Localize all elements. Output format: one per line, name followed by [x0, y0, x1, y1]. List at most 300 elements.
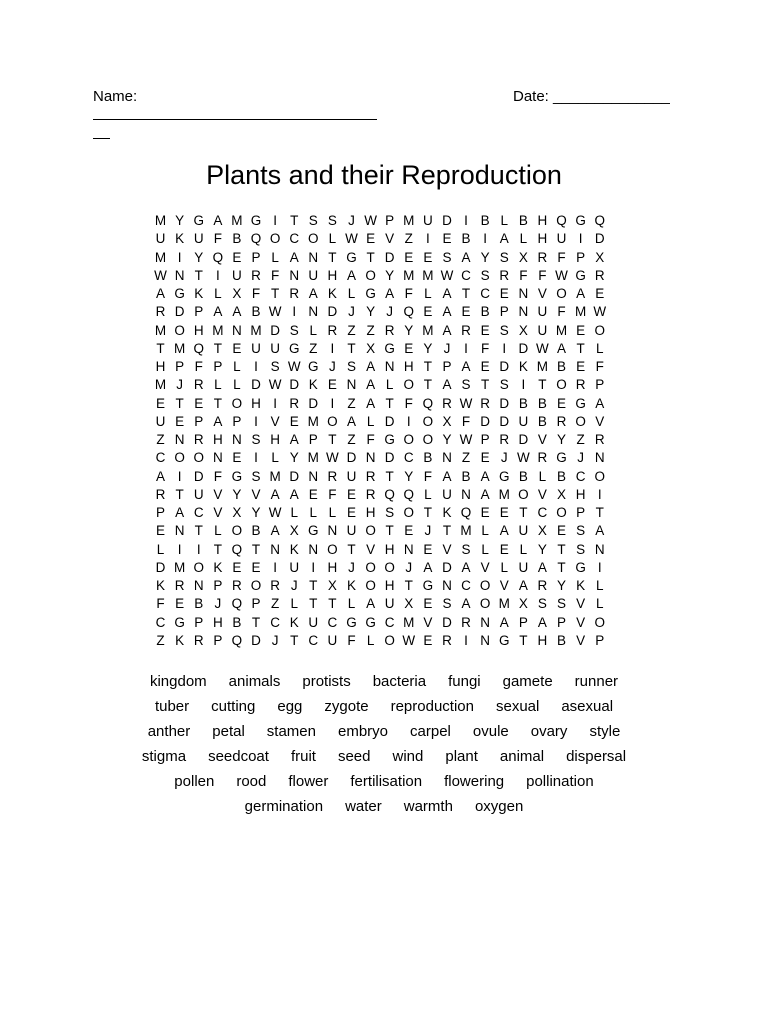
- grid-letter[interactable]: T: [213, 395, 222, 411]
- grid-letter[interactable]: Q: [212, 249, 224, 265]
- grid-letter[interactable]: V: [213, 505, 223, 520]
- grid-letter[interactable]: B: [461, 231, 471, 247]
- grid-letter[interactable]: N: [403, 541, 414, 557]
- grid-letter[interactable]: J: [443, 340, 451, 356]
- grid-letter[interactable]: L: [156, 541, 165, 557]
- grid-letter[interactable]: E: [404, 249, 414, 265]
- grid-letter[interactable]: T: [442, 523, 452, 539]
- grid-letter[interactable]: E: [289, 413, 299, 429]
- grid-letter[interactable]: T: [576, 340, 585, 356]
- grid-letter[interactable]: X: [595, 249, 605, 265]
- grid-letter[interactable]: M: [307, 450, 319, 466]
- grid-letter[interactable]: I: [177, 468, 182, 484]
- grid-letter[interactable]: M: [250, 322, 262, 338]
- grid-letter[interactable]: J: [214, 596, 222, 612]
- grid-letter[interactable]: M: [307, 413, 319, 429]
- grid-letter[interactable]: N: [365, 450, 376, 466]
- grid-letter[interactable]: Z: [270, 596, 280, 612]
- grid-letter[interactable]: R: [537, 450, 548, 466]
- grid-letter[interactable]: R: [556, 413, 567, 429]
- grid-letter[interactable]: H: [403, 359, 414, 374]
- grid-letter[interactable]: T: [557, 541, 566, 557]
- grid-letter[interactable]: B: [537, 413, 547, 429]
- grid-letter[interactable]: V: [270, 413, 280, 429]
- grid-letter[interactable]: L: [481, 523, 489, 539]
- grid-letter[interactable]: I: [464, 632, 468, 648]
- grid-letter[interactable]: B: [518, 213, 528, 228]
- grid-letter[interactable]: I: [330, 340, 335, 356]
- grid-letter[interactable]: O: [479, 596, 491, 612]
- grid-letter[interactable]: M: [422, 322, 434, 338]
- grid-letter[interactable]: B: [537, 395, 547, 411]
- grid-letter[interactable]: R: [289, 395, 300, 411]
- grid-letter[interactable]: R: [442, 395, 452, 411]
- grid-letter[interactable]: G: [346, 249, 357, 265]
- grid-letter[interactable]: A: [175, 505, 185, 520]
- grid-letter[interactable]: L: [519, 541, 528, 557]
- grid-letter[interactable]: T: [156, 340, 165, 356]
- grid-letter[interactable]: C: [155, 614, 166, 630]
- grid-letter[interactable]: N: [212, 450, 223, 466]
- grid-letter[interactable]: G: [346, 614, 357, 630]
- grid-letter[interactable]: M: [403, 614, 415, 630]
- grid-letter[interactable]: I: [196, 541, 201, 557]
- grid-letter[interactable]: N: [308, 468, 319, 484]
- grid-letter[interactable]: A: [499, 614, 509, 630]
- grid-letter[interactable]: N: [308, 249, 319, 265]
- grid-letter[interactable]: K: [308, 377, 318, 393]
- grid-letter[interactable]: O: [365, 578, 376, 593]
- grid-letter[interactable]: R: [251, 267, 261, 283]
- grid-letter[interactable]: S: [346, 359, 356, 374]
- grid-letter[interactable]: O: [174, 322, 185, 338]
- grid-letter[interactable]: U: [232, 267, 242, 283]
- grid-letter[interactable]: H: [251, 395, 261, 411]
- grid-letter[interactable]: O: [231, 395, 243, 411]
- grid-letter[interactable]: O: [174, 450, 185, 466]
- grid-letter[interactable]: A: [366, 377, 376, 393]
- grid-letter[interactable]: T: [328, 596, 337, 612]
- grid-letter[interactable]: D: [442, 559, 452, 575]
- grid-letter[interactable]: O: [518, 486, 529, 502]
- grid-letter[interactable]: D: [174, 304, 185, 320]
- grid-letter[interactable]: E: [576, 359, 586, 374]
- grid-letter[interactable]: U: [270, 340, 280, 356]
- grid-letter[interactable]: M: [498, 486, 510, 502]
- grid-letter[interactable]: I: [177, 249, 182, 265]
- grid-letter[interactable]: W: [593, 304, 607, 320]
- grid-letter[interactable]: M: [460, 523, 472, 539]
- grid-letter[interactable]: O: [384, 559, 395, 575]
- grid-letter[interactable]: C: [403, 450, 414, 466]
- grid-letter[interactable]: E: [346, 505, 356, 520]
- grid-letter[interactable]: E: [499, 286, 509, 301]
- grid-letter[interactable]: G: [174, 614, 185, 630]
- grid-letter[interactable]: N: [594, 450, 605, 466]
- grid-letter[interactable]: N: [174, 432, 185, 447]
- grid-letter[interactable]: X: [232, 286, 242, 301]
- grid-letter[interactable]: N: [232, 432, 242, 447]
- grid-letter[interactable]: O: [556, 377, 567, 393]
- grid-letter[interactable]: Q: [231, 541, 243, 557]
- grid-letter[interactable]: W: [268, 304, 282, 320]
- grid-letter[interactable]: S: [576, 541, 586, 557]
- grid-letter[interactable]: A: [461, 559, 471, 575]
- grid-letter[interactable]: E: [156, 395, 166, 411]
- grid-letter[interactable]: E: [175, 596, 185, 612]
- grid-letter[interactable]: P: [194, 304, 204, 320]
- grid-letter[interactable]: Z: [156, 432, 165, 447]
- grid-letter[interactable]: S: [270, 359, 280, 374]
- grid-letter[interactable]: N: [289, 267, 300, 283]
- grid-letter[interactable]: A: [423, 559, 433, 575]
- grid-letter[interactable]: K: [156, 578, 166, 593]
- grid-letter[interactable]: I: [273, 213, 277, 228]
- grid-letter[interactable]: F: [328, 486, 337, 502]
- grid-letter[interactable]: M: [174, 340, 186, 356]
- grid-letter[interactable]: O: [403, 432, 415, 447]
- grid-letter[interactable]: Q: [403, 304, 415, 320]
- grid-letter[interactable]: E: [423, 596, 433, 612]
- grid-letter[interactable]: V: [499, 578, 509, 593]
- grid-letter[interactable]: V: [537, 432, 547, 447]
- grid-letter[interactable]: N: [270, 541, 280, 557]
- grid-letter[interactable]: T: [309, 578, 318, 593]
- grid-letter[interactable]: V: [576, 632, 586, 648]
- grid-letter[interactable]: E: [156, 523, 166, 539]
- grid-letter[interactable]: A: [289, 486, 299, 502]
- grid-letter[interactable]: A: [308, 286, 318, 301]
- grid-letter[interactable]: I: [330, 395, 335, 411]
- grid-letter[interactable]: F: [461, 413, 471, 429]
- grid-letter[interactable]: T: [309, 596, 318, 612]
- grid-letter[interactable]: D: [346, 450, 357, 466]
- grid-letter[interactable]: O: [365, 267, 376, 283]
- grid-letter[interactable]: S: [251, 432, 261, 447]
- grid-letter[interactable]: W: [326, 450, 339, 466]
- grid-letter[interactable]: F: [270, 267, 280, 283]
- grid-letter[interactable]: E: [423, 249, 433, 265]
- grid-letter[interactable]: R: [365, 486, 376, 502]
- grid-letter[interactable]: T: [270, 286, 280, 301]
- grid-letter[interactable]: L: [385, 377, 394, 393]
- grid-letter[interactable]: E: [423, 304, 433, 320]
- grid-letter[interactable]: A: [518, 578, 528, 593]
- grid-letter[interactable]: H: [365, 505, 376, 520]
- grid-letter[interactable]: C: [270, 614, 280, 630]
- grid-letter[interactable]: C: [308, 632, 319, 648]
- grid-letter[interactable]: P: [442, 359, 452, 374]
- grid-letter[interactable]: A: [480, 486, 490, 502]
- grid-letter[interactable]: W: [268, 377, 282, 393]
- grid-letter[interactable]: Z: [404, 231, 413, 247]
- grid-letter[interactable]: U: [556, 231, 567, 247]
- grid-letter[interactable]: B: [480, 213, 490, 228]
- grid-letter[interactable]: A: [537, 614, 547, 630]
- grid-letter[interactable]: F: [156, 596, 165, 612]
- grid-letter[interactable]: X: [366, 340, 376, 356]
- grid-letter[interactable]: X: [327, 578, 337, 593]
- grid-letter[interactable]: R: [537, 578, 548, 593]
- grid-letter[interactable]: J: [329, 359, 336, 374]
- grid-letter[interactable]: R: [327, 322, 338, 338]
- grid-letter[interactable]: D: [518, 340, 529, 356]
- grid-letter[interactable]: A: [232, 304, 242, 320]
- grid-letter[interactable]: P: [576, 249, 586, 265]
- grid-letter[interactable]: O: [365, 523, 376, 539]
- grid-letter[interactable]: K: [327, 286, 337, 301]
- grid-letter[interactable]: E: [404, 523, 414, 539]
- grid-letter[interactable]: N: [232, 322, 242, 338]
- grid-letter[interactable]: P: [232, 413, 242, 429]
- grid-letter[interactable]: N: [518, 286, 529, 301]
- grid-letter[interactable]: A: [442, 286, 452, 301]
- grid-letter[interactable]: L: [424, 486, 432, 502]
- grid-letter[interactable]: F: [538, 267, 547, 283]
- grid-letter[interactable]: L: [366, 632, 375, 648]
- grid-letter[interactable]: N: [480, 614, 491, 630]
- grid-letter[interactable]: E: [499, 541, 509, 557]
- grid-letter[interactable]: O: [594, 614, 605, 630]
- grid-letter[interactable]: L: [290, 596, 298, 612]
- grid-letter[interactable]: T: [328, 432, 337, 447]
- grid-letter[interactable]: D: [384, 450, 395, 466]
- grid-letter[interactable]: X: [404, 596, 414, 612]
- grid-letter[interactable]: N: [174, 267, 185, 283]
- grid-letter[interactable]: J: [348, 213, 355, 228]
- grid-letter[interactable]: T: [347, 340, 356, 356]
- grid-letter[interactable]: D: [270, 322, 280, 338]
- grid-letter[interactable]: E: [576, 322, 586, 338]
- grid-letter[interactable]: D: [518, 432, 529, 447]
- grid-letter[interactable]: S: [461, 541, 471, 557]
- grid-letter[interactable]: Z: [347, 322, 356, 338]
- grid-letter[interactable]: M: [174, 559, 186, 575]
- grid-letter[interactable]: L: [347, 596, 356, 612]
- grid-letter[interactable]: D: [442, 614, 452, 630]
- grid-letter[interactable]: Y: [232, 486, 242, 502]
- grid-letter[interactable]: S: [480, 267, 490, 283]
- grid-letter[interactable]: Q: [231, 632, 243, 648]
- grid-letter[interactable]: H: [155, 359, 166, 374]
- grid-letter[interactable]: D: [251, 377, 261, 393]
- grid-letter[interactable]: O: [231, 523, 243, 539]
- grid-letter[interactable]: V: [442, 541, 452, 557]
- grid-letter[interactable]: P: [213, 359, 223, 374]
- grid-letter[interactable]: E: [499, 505, 509, 520]
- grid-letter[interactable]: T: [385, 395, 394, 411]
- grid-letter[interactable]: M: [154, 213, 167, 228]
- grid-letter[interactable]: Q: [250, 231, 262, 247]
- grid-letter[interactable]: L: [271, 450, 279, 466]
- grid-letter[interactable]: T: [213, 541, 222, 557]
- grid-letter[interactable]: U: [384, 596, 395, 612]
- grid-letter[interactable]: I: [483, 231, 488, 247]
- grid-letter[interactable]: D: [193, 468, 204, 484]
- grid-letter[interactable]: T: [423, 377, 432, 393]
- grid-letter[interactable]: K: [346, 578, 356, 593]
- grid-letter[interactable]: R: [193, 632, 204, 648]
- grid-letter[interactable]: A: [156, 468, 166, 484]
- grid-letter[interactable]: O: [422, 432, 434, 447]
- grid-letter[interactable]: F: [404, 286, 413, 301]
- grid-letter[interactable]: V: [595, 413, 605, 429]
- grid-letter[interactable]: C: [461, 267, 471, 283]
- grid-letter[interactable]: B: [461, 468, 471, 484]
- grid-letter[interactable]: R: [327, 468, 338, 484]
- grid-letter[interactable]: T: [461, 286, 471, 301]
- grid-letter[interactable]: Y: [442, 432, 452, 447]
- grid-letter[interactable]: U: [155, 231, 166, 247]
- grid-letter[interactable]: T: [423, 505, 432, 520]
- grid-letter[interactable]: E: [480, 322, 490, 338]
- grid-letter[interactable]: P: [499, 304, 509, 320]
- grid-letter[interactable]: V: [576, 614, 586, 630]
- grid-letter[interactable]: L: [595, 340, 604, 356]
- grid-letter[interactable]: T: [557, 559, 566, 575]
- grid-letter[interactable]: E: [232, 559, 242, 575]
- grid-letter[interactable]: L: [214, 286, 222, 301]
- grid-letter[interactable]: P: [595, 632, 605, 648]
- grid-letter[interactable]: D: [442, 213, 452, 228]
- grid-letter[interactable]: M: [403, 267, 415, 283]
- grid-letter[interactable]: S: [327, 213, 337, 228]
- grid-letter[interactable]: C: [480, 286, 491, 301]
- grid-letter[interactable]: G: [231, 468, 243, 484]
- grid-letter[interactable]: S: [442, 596, 452, 612]
- grid-letter[interactable]: A: [366, 395, 376, 411]
- grid-letter[interactable]: T: [213, 340, 222, 356]
- grid-letter[interactable]: F: [366, 432, 375, 447]
- grid-letter[interactable]: C: [289, 231, 300, 247]
- grid-letter[interactable]: I: [254, 450, 258, 466]
- grid-letter[interactable]: L: [233, 377, 241, 393]
- grid-letter[interactable]: A: [289, 432, 299, 447]
- grid-letter[interactable]: D: [384, 413, 395, 429]
- grid-letter[interactable]: O: [250, 578, 262, 593]
- grid-letter[interactable]: G: [365, 614, 376, 630]
- grid-letter[interactable]: U: [155, 413, 166, 429]
- grid-letter[interactable]: F: [481, 340, 490, 356]
- grid-letter[interactable]: L: [271, 249, 279, 265]
- grid-letter[interactable]: S: [308, 213, 318, 228]
- grid-letter[interactable]: E: [442, 231, 452, 247]
- grid-letter[interactable]: C: [384, 614, 395, 630]
- grid-letter[interactable]: O: [403, 377, 415, 393]
- grid-letter[interactable]: L: [500, 559, 508, 575]
- grid-letter[interactable]: Q: [460, 505, 472, 520]
- grid-letter[interactable]: R: [461, 614, 471, 630]
- grid-letter[interactable]: J: [271, 632, 279, 648]
- grid-letter[interactable]: N: [193, 578, 204, 593]
- grid-letter[interactable]: H: [384, 578, 395, 593]
- grid-letter[interactable]: C: [575, 468, 586, 484]
- grid-letter[interactable]: V: [423, 614, 433, 630]
- grid-letter[interactable]: R: [594, 432, 605, 447]
- grid-letter[interactable]: A: [213, 413, 223, 429]
- grid-letter[interactable]: B: [251, 523, 261, 539]
- grid-letter[interactable]: U: [537, 322, 548, 338]
- grid-letter[interactable]: R: [575, 377, 586, 393]
- grid-letter[interactable]: O: [308, 231, 319, 247]
- grid-letter[interactable]: U: [251, 340, 261, 356]
- grid-letter[interactable]: E: [251, 559, 261, 575]
- grid-letter[interactable]: T: [175, 395, 184, 411]
- grid-letter[interactable]: O: [556, 505, 567, 520]
- grid-letter[interactable]: B: [194, 596, 204, 612]
- grid-letter[interactable]: V: [213, 486, 223, 502]
- grid-letter[interactable]: O: [327, 413, 338, 429]
- grid-letter[interactable]: N: [346, 377, 357, 393]
- grid-letter[interactable]: H: [327, 267, 338, 283]
- grid-letter[interactable]: J: [405, 559, 413, 575]
- grid-letter[interactable]: U: [518, 523, 529, 539]
- grid-letter[interactable]: A: [213, 213, 223, 228]
- grid-letter[interactable]: M: [555, 322, 568, 338]
- grid-letter[interactable]: A: [442, 468, 452, 484]
- grid-letter[interactable]: X: [518, 322, 528, 338]
- grid-letter[interactable]: P: [251, 249, 261, 265]
- grid-letter[interactable]: K: [576, 578, 586, 593]
- grid-letter[interactable]: Y: [175, 213, 185, 228]
- grid-letter[interactable]: Y: [557, 578, 567, 593]
- grid-letter[interactable]: M: [154, 322, 167, 338]
- grid-letter[interactable]: R: [270, 578, 280, 593]
- grid-letter[interactable]: E: [461, 304, 471, 320]
- date-field[interactable]: [513, 86, 670, 107]
- grid-letter[interactable]: G: [250, 213, 262, 228]
- grid-letter[interactable]: E: [194, 395, 204, 411]
- grid-letter[interactable]: I: [311, 559, 316, 575]
- grid-letter[interactable]: T: [194, 523, 203, 539]
- grid-letter[interactable]: T: [251, 541, 261, 557]
- grid-letter[interactable]: L: [290, 505, 298, 520]
- grid-letter[interactable]: P: [576, 505, 586, 520]
- grid-letter[interactable]: V: [537, 286, 547, 301]
- grid-letter[interactable]: N: [442, 578, 452, 593]
- grid-letter[interactable]: I: [273, 395, 277, 411]
- grid-letter[interactable]: J: [577, 450, 584, 466]
- grid-letter[interactable]: A: [213, 304, 223, 320]
- grid-letter[interactable]: T: [366, 249, 375, 265]
- grid-letter[interactable]: W: [345, 231, 358, 247]
- grid-letter[interactable]: I: [521, 377, 526, 393]
- grid-letter[interactable]: E: [557, 523, 567, 539]
- grid-letter[interactable]: B: [423, 450, 433, 466]
- grid-letter[interactable]: T: [481, 377, 490, 393]
- grid-letter[interactable]: Q: [193, 340, 204, 356]
- grid-letter[interactable]: A: [576, 286, 586, 301]
- grid-letter[interactable]: H: [575, 486, 586, 502]
- grid-letter[interactable]: T: [290, 213, 299, 228]
- grid-letter[interactable]: Q: [403, 486, 415, 502]
- grid-letter[interactable]: Y: [289, 450, 299, 466]
- grid-letter[interactable]: L: [328, 505, 337, 520]
- grid-letter[interactable]: H: [327, 559, 338, 575]
- grid-letter[interactable]: O: [327, 541, 338, 557]
- grid-letter[interactable]: B: [557, 468, 567, 484]
- grid-letter[interactable]: F: [213, 231, 222, 247]
- grid-letter[interactable]: W: [287, 359, 301, 374]
- grid-letter[interactable]: V: [385, 231, 395, 247]
- grid-letter[interactable]: H: [537, 213, 548, 228]
- grid-letter[interactable]: M: [574, 304, 587, 320]
- grid-letter[interactable]: P: [194, 413, 204, 429]
- grid-letter[interactable]: P: [385, 213, 395, 228]
- grid-letter[interactable]: D: [289, 377, 300, 393]
- grid-letter[interactable]: W: [364, 213, 377, 228]
- grid-letter[interactable]: T: [385, 468, 394, 484]
